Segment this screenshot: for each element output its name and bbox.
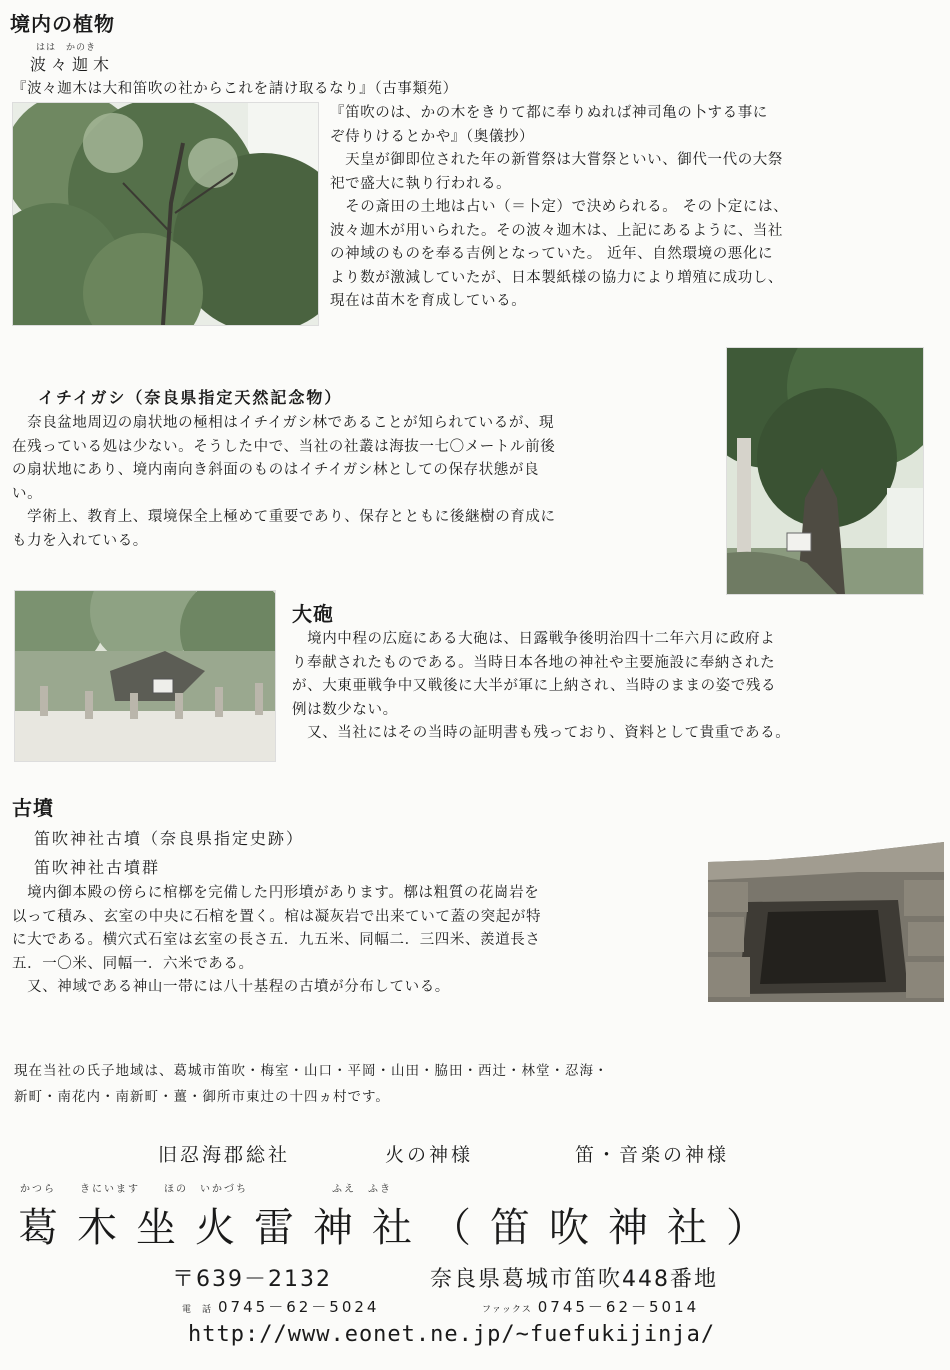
website-url[interactable]: http://www.eonet.ne.jp/~fuefukijinja/ <box>188 1322 716 1347</box>
kofun-subtitle-2: 笛吹神社古墳群 <box>34 858 161 877</box>
text-line: 新町・南花内・南新町・薑・御所市東辻の十四ヵ村です。 <box>14 1089 390 1105</box>
text-line: ぞ侍りけるとかや』（奥儀抄） <box>330 128 535 145</box>
phone-number: 0745－62－5024 <box>218 1298 380 1316</box>
postal-code: 〒639－2132 <box>172 1267 332 1292</box>
text-line: の神域のものを奉る吉例となっていた。 近年、自然環境の悪化に <box>330 246 774 262</box>
fax-label: ファックス <box>482 1305 532 1315</box>
kofun-subtitle-1: 笛吹神社古墳（奈良県指定史跡） <box>34 829 305 848</box>
text-line: 学術上、教育上、環境保全上極めて重要であり、保存とともに後継樹の育成に <box>12 509 556 525</box>
ujiko-text <box>14 1058 609 1110</box>
text-line: 奈良盆地周辺の扇状地の極相はイチイガシ林であることが知られているが、現 <box>12 415 555 431</box>
text-line: 境内中程の広庭にある大砲は、日露戦争後明治四十二年六月に政府よ <box>292 631 776 647</box>
subtitle-ruby: はは かのき <box>36 43 97 53</box>
text-line: が、大東亜戦争中又戦後に大半が軍に上納され、当時のままの姿で残る <box>292 678 777 694</box>
text-line: の扇状地にあり、境内南向き斜面のものはイチイガシ林としての保存状態が良 <box>12 462 540 478</box>
phone <box>182 1296 379 1317</box>
text-line: 又、神域である神山一帯には八十基程の古墳が分布している。 <box>12 979 450 995</box>
tag-fire-god: 火の神様 <box>385 1144 474 1166</box>
text-line: り奉献されたものである。当時日本各地の神社や主要施設に奉納された <box>292 654 776 671</box>
address: 奈良県葛城市笛吹448番地 <box>430 1267 718 1292</box>
text-line: 祀で盛大に執り行われる。 <box>330 175 512 192</box>
kofun-chamber-photo <box>708 842 944 1002</box>
ichiigashi-tree-photo <box>726 347 924 595</box>
kofun-text <box>12 882 541 1000</box>
text-line: 現在当社の氏子地域は、葛城市笛吹・梅室・山口・平岡・山田・脇田・西辻・林堂・忍海・ <box>14 1063 609 1079</box>
text-line: 天皇が御即位された年の新嘗祭は大嘗祭といい、御代一代の大祭 <box>330 152 783 168</box>
section-heading-ichiigashi: イチイガシ（奈良県指定天然記念物） <box>38 388 343 407</box>
text-line: 境内御本殿の傍らに棺槨を完備した円形墳があります。槨は粗質の花崗岩を <box>12 885 540 901</box>
text-line: その斎田の土地は占い（＝卜定）で決められる。 その卜定には、 <box>330 199 789 215</box>
cannon-photo <box>14 590 276 762</box>
text-line: 以って積み、玄室の中央に石棺を置く。棺は凝灰岩で出来ていて蓋の突起が特 <box>12 908 542 925</box>
section-heading-cannon: 大砲 <box>292 602 334 626</box>
fax <box>482 1296 699 1317</box>
text-line: 『波々迦木は大和笛吹の社からこれを請け取るなり』（古事類苑） <box>12 81 458 97</box>
text-line: い。 <box>12 485 43 502</box>
text-line: に大である。横穴式石室は玄室の長さ五．九五米、同幅二．三四米、羨道長さ <box>12 932 541 948</box>
title-ruby: かつら きにいます ほの いかづち ふえ ふき <box>20 1184 392 1195</box>
text-line: 又、当社にはその当時の証明書も残っており、資料として貴重である。 <box>292 725 791 741</box>
text-line: 在残っている処は少ない。そうした中で、当社の社叢は海抜一七〇メートル前後 <box>12 438 556 455</box>
cannon-text <box>292 628 790 746</box>
plants-text-body <box>330 102 788 314</box>
ichiigashi-text <box>12 412 556 553</box>
text-line: 現在は苗木を育成している。 <box>330 293 527 309</box>
text-line: も力を入れている。 <box>12 532 148 549</box>
subtitle-hahaka: 波々迦木 <box>30 55 115 74</box>
text-line: 波々迦木が用いられた。その波々迦木は、上記にあるように、当社 <box>330 222 783 239</box>
section-heading-kofun: 古墳 <box>12 796 54 820</box>
section-heading-plants: 境内の植物 <box>10 12 115 36</box>
tag-oshimi-sosha: 旧忍海郡総社 <box>158 1144 291 1166</box>
plants-text-top <box>12 78 458 102</box>
text-line: 五．一〇米、同幅一．六米である。 <box>12 955 254 972</box>
fax-number: 0745－62－5014 <box>537 1298 700 1316</box>
phone-label: 電 話 <box>182 1305 213 1315</box>
tag-music-god: 笛・音楽の神様 <box>575 1144 730 1166</box>
shrine-title: 葛木坐火雷神社（笛吹神社） <box>18 1205 785 1251</box>
text-line: 例は数少ない。 <box>292 701 398 718</box>
hahaka-tree-photo <box>12 102 319 326</box>
text-line: より数が激減していたが、日本製紙様の協力により増殖に成功し、 <box>330 269 783 286</box>
text-line: 『笛吹のは、かの木をきりて都に奉りぬれば神司亀の卜する事に <box>330 105 768 121</box>
